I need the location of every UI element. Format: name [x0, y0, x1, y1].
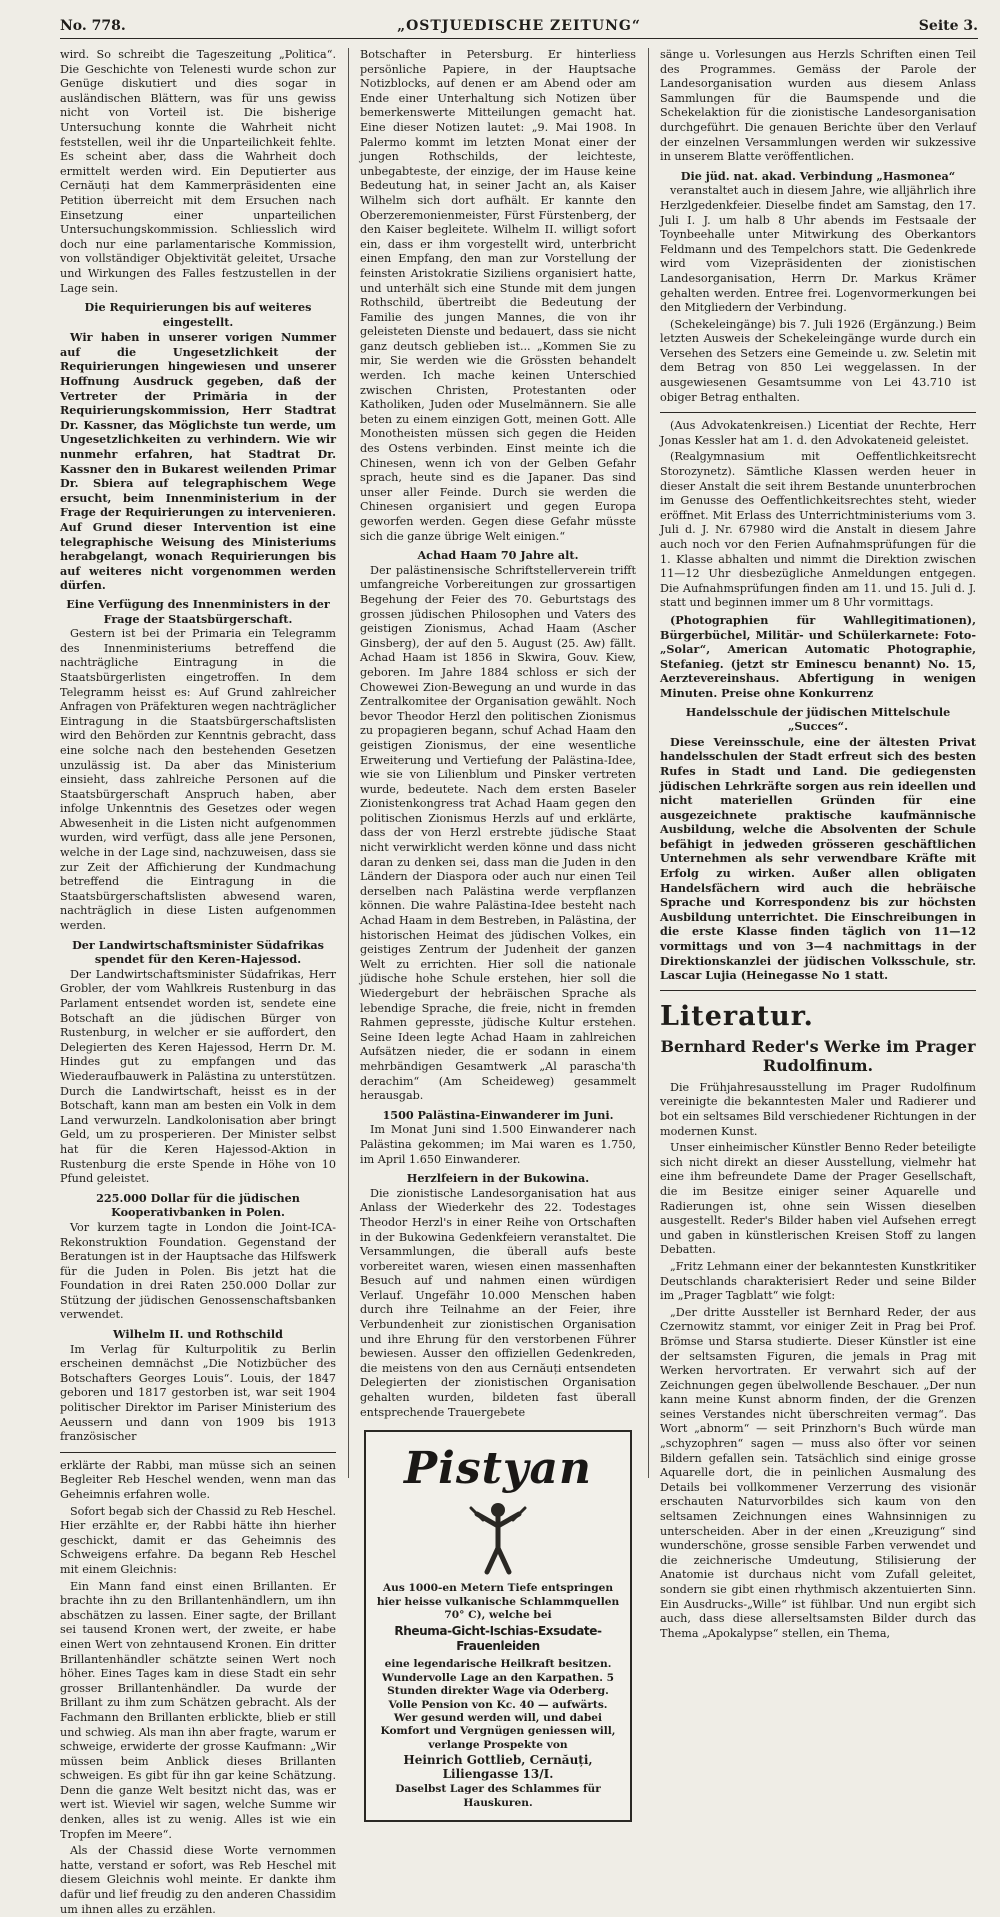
article-herzlfeiern-text: Die zionistische Landesorganisation hat aus Anlass der Wiederkehr des 22. Todestages Theodor Herzl's in einer Reihe von Ortschaften in der Bukowina Gedenkfeiern veranstaltet. Die Versammlungen, die überall aufs beste vorbereitet waren, wiesen einen massenhaften Besuch auf und nahmen einen würdigen Verlauf. Ungefähr 10.000 Menschen haben durch ihre Teilnahme an der Feier, ihre Verbundenheit zur zionistischen Organisation und ihre Ehrung für den verstorbenen Führer bewiesen. Ausser den offiziellen Gedenkreden, die meistens von den aus Cernăuți entsendeten Delegierten der zionistischen Organisation gehalten wurden, bildeten fast überall entsprechende Trauergebete — [360, 1186, 636, 1419]
section-divider — [660, 990, 976, 991]
article-rothschild-continued: Botschafter in Petersburg. Er hinterliess persönliche Papiere, in der Hauptsache Notizblocks, auf denen er am Abend oder am Ende einer Unterhaltung sich Notizen über bemerkenswerte Mitteilungen gemacht hat. Eine dieser Notizen lautet: „9. Mai 1908. In Palermo kommt im letzten Monat einer der jungen Rothschilds, der leichteste, unbegabteste, der einzige, der im Hause keine Bedeutung hat, in seiner Jacht an, als Kaiser Wilhelm sich dort aufhält. Er kannte den Oberzeremonienmeister, Fürst Fürstenberg, der den Kaiser begleitete. Wilhelm II. willigt sofort ein, dass er ihm vorgestellt wird, unterbricht einen Empfang, den man zur Vorstellung der feinsten Aristokratie Siziliens organisiert hatte, und unterhält sich eine Stunde mit dem jungen Rothschild, übertreibt die Bedeutung der Familie des jungen Mannes, die von ihr geleisteten Dienste und bedauert, dass sie nicht ganz deutsch geblieben ist... „Kommen Sie zu mir, Sie werden wie die Grössten behandelt werden. Ich mache keinen Unterschied zwischen Christen, Protestanten oder Katholiken, Juden oder Muselmännern. Sie alle beten zu einem einzigen Gott, meinen Gott. Alle Monotheisten müssen sich gegen die Heiden des Ostens verbinden. Einst meinte ich die Chinesen, wenn ich von der Gelben Gefahr sprach, heute sind es die Japaner. Das sind unser aller Feinde. Durch sie werden die Chinesen organisiert und gegen Europa geworfen werden. Gegen diese Gefahr müsste sich die ganze übrige Welt einigen.“ — [360, 48, 636, 543]
notice-realgymnasium: (Realgymnasium mit Oeffentlichkeitsrecht Storozynetz). Sämtliche Klassen werden heuer in dieser Anstalt die seit ihrem Bestande ununterbrochen im Genusse des Oeffentlichkeitsrechtes steht, wieder eröffnet. Mit Erlass des Unterrichtministeriums vom 3. Juli d. J. Nr. 67980 wird die Anstalt in diesem Jahre auch noch vor den Ferien Aufnahmsprüfungen für die 1. Klasse abhalten und nimmt die Direktion zwischen 11—12 Uhr diesbezügliche Anmeldungen entgegen. Die Aufnahmsprüfungen finden am 11. und 15. Juli d. J. statt und beginnen immer um 8 Uhr vormittags. — [660, 450, 976, 610]
issue-number: No. 778. — [60, 18, 126, 34]
article-heading-kooperativbanken: 225.000 Dollar für die jüdischen Kooperativbanken in Polen. — [96, 1190, 300, 1220]
masthead-title: „OSTJUEDISCHE ZEITUNG“ — [397, 18, 641, 34]
article-requirierungen-text: Wir haben in unserer vorigen Nummer auf die Ungesetzlichkeit der Requirierungen hingewiesen und unserer Hoffnung Ausdruck gegeben, daß der Vertreter der Primăria in der Requirierungskommission, Herr Stadtrat Dr. Kassner, das Möglichste tun werde, um Ungesetzlichkeiten zu verhindern. Wie wir nunmehr erfahren, hat Stadtrat Dr. Kassner den in Bukarest weilenden Primar Dr. Sbiera auf telegraphischem Wege ersucht, beim Innenministerium in der Frage der Requirierungen zu intervenieren. Auf Grund dieser Intervention ist eine telegraphische Weisung des Ministeriums herabgelangt, wonach Requirierungen bis auf weiteres nicht vorgenommen werden dürfen. — [60, 330, 336, 593]
literatur-text-1: Die Frühjahresausstellung im Prager Rudolfinum vereinigte die bekanntesten Maler und Radierer und bot ein seltsames Bild verschiedener Richtungen in der modernen Kunst. — [660, 1080, 976, 1138]
article-wilhelm-rothschild-text: Im Verlag für Kulturpolitik zu Berlin erscheinen demnächst „Die Notizbücher des Botschafters Georges Louis“. Louis, der 1847 geboren und 1817 gestorben ist, war seit 1904 politischer Direktor im Pariser Ministerium des Aeussern und dann von 1909 bis 1913 französischer — [60, 1342, 336, 1444]
page-number: Seite 3. — [918, 18, 978, 34]
column-3 — [660, 48, 976, 1640]
article-herzlfeiern-continued: sänge u. Vorlesungen aus Herzls Schriften einen Teil des Programmes. Gemäss der Parole der Landesorganisation wurden aus diesem Anlass Sammlungen für die Baumspende und die Schekelaktion für die zionistische Landesorganisation durchgeführt. Die genauen Berichte über den Verlauf der einzelnen Versammlungen werden wir sukzessive in unserem Blatte veröffentlichen. — [660, 48, 976, 164]
column-rule-1 — [348, 48, 349, 1478]
article-telenesti-text: wird. So schreibt die Tageszeitung „Politica“. Die Geschichte von Telenesti wurde schon zur Genüge diskutiert und dies sogar in ausländischen Blättern, was für uns gewiss nicht von Vorteil ist. Die bisherige Untersuchung konnte die Wahrheit nicht feststellen, weil ihr die Unparteilichkeit fehlte. Es scheint aber, dass die Wahrheit doch ermittelt werden wird. Ein Deputierter aus Cernăuți hat dem Kammerpräsidenten eine Petition überreicht mit dem Ersuchen nach Einsetzung einer unparteilichen Untersuchungskommission. Schliesslich wird doch nur eine parlamentarische Kommission, von vollständiger Objektivität geleitet, Ursache und Wirkungen des Falles festzustellen in der Lage sein. — [60, 48, 336, 295]
section-divider — [60, 1452, 336, 1453]
article-kooperativbanken-text: Vor kurzem tagte in London die Joint-ICA-Rekonstruktion Foundation. Gegenstand der Beratungen ist in der Hauptsache das Hilfswerk für die Juden in Polen. Bis jetzt hat die Foundation in drei Raten 250.000 Dollar zur Stützung der jüdischen Genossenschaftsbanken verwendet. — [60, 1220, 336, 1322]
literatur-section-title: Literatur. — [660, 1000, 814, 1032]
article-handelsschule-text: Diese Vereinsschule, eine der ältesten Privat handelsschulen der Stadt erfreut sich des besten Rufes in Stadt und Land. Die gediegensten jüdischen Lehrkräfte sorgen aus rein ideellen und nicht materiellen Gründen für eine ausgezeichnete praktische kaufmännische Ausbildung, welche die Absolventen der Schule befähigt in jedweden grösseren geschäftlichen Unternehmen als sehr verwendbare Kräfte mit Erfolg zu wirken. Außer allen obligaten Handelsfächern wird auch die hebräische Sprache und Korrespondenz bis zur höchsten Ausbildung unterrichtet. Die Einschreibungen in die erste Klasse finden täglich von 11—12 vormittags und von 3—4 nachmittags in der Direktionskanzlei der jüdischen Volksschule, str. Lascar Lujia (Heinegasse No 1 statt. — [660, 734, 976, 983]
article-hasmonea-text: veranstaltet auch in diesem Jahre, wie alljährlich ihre Herzlgedenkfeier. Dieselbe findet am Samstag, den 17. Juli I. J. um halb 8 Uhr abends im Festsaale der Toynbeehalle unter Mitwirkung des Oberkantors Feldmann und des Tempelchors statt. Die Gedenkrede wird vom Vizepräsidenten der zionistischen Landesorganisation, Herrn Dr. Markus Krämer gehalten werden. Entree frei. Logenvormerkungen bei den Mitgliedern der Verbindung. — [660, 184, 976, 315]
notice-schekeleingaenge: (Schekeleingänge) bis 7. Juli 1926 (Ergänzung.) Beim letzten Ausweis der Schekeleingänge wurde durch ein Versehen des Setzers eine Gemeinde u. zw. Seletin mit dem Betrag von 850 Lei weggelassen. In der ausgewiesenen Gesamtsumme von Lei 43.710 ist obiger Betrag enthalten. — [660, 317, 976, 404]
article-heading-achad-haam: Achad Haam 70 Jahre alt. — [417, 548, 579, 563]
literatur-text-2: Unser einheimischer Künstler Benno Reder beteiligte sich nicht direkt an dieser Ausstellung, vielmehr hat eine ihm befreundete Dame der Prager Gesellschaft, die im Besitze einiger seiner Aquarelle und Radierungen ist, ohne sein Wissen dieselben ausgestellt. Reder's Bilder haben viel Aufsehen erregt und gaben in künstlerischen Kreisen Stoff zu langen Debatten. — [660, 1141, 976, 1257]
ad-body-text: eine legendarische Heilkraft besitzen. Wundervolle Lage an den Karpathen. 5 Stunden direkter Wage via Oderberg. Volle Pension von Kc. 40 — aufwärts. Wer gesund werden will, und dabei Komfort und Vergnügen geniessen will, verlange Prospekte von — [380, 1658, 616, 1751]
notice-photographien: (Photographien für Wahllegitimationen), Bürgerbüchel, Militär- und Schülerkarnete: Foto-„Solar“, American Automatic Photographie, Stefanieg. (jetzt str Eminescu benannt) No. 15, Aerztevereinshaus. Abfertigung in wenigen Minuten. Preise ohne Konkurrenz — [660, 612, 976, 700]
article-heading-einwanderer: 1500 Palästina-Einwanderer im Juni. — [382, 1107, 614, 1122]
article-achad-haam-text: Der palästinensische Schriftstellerverein trifft umfangreiche Vorbereitungen zur grossartigen Begehung der Feier des 70. Geburtstags des grossen jüdischen Philosophen und Vaters des geistigen Zionismus, Achad Haam (Ascher Ginsberg), der auf den 5. August (25. Aw) fällt. Achad Haam ist 1856 in Skwira, Gouv. Kiew, geboren. Im Jahre 1884 schloss er sich der Chowewei Zion-Bewegung an und wurde in das Zentralkomitee der Organisation gewählt. Noch bevor Theodor Herzl den politischen Zionismus zu propagieren begann, schuf Achad Haam den geistigen Zionismus, der eine wesentliche Erweiterung und Vertiefung der Palästina-Idee, wie sie von Lilienblum und Pinsker vertreten wurde, bedeutete. Nach dem ersten Baseler Zionistenkongress trat Achad Haam gegen den politischen Zionismus Herzls auf und erklärte, dass der von Herzl erstrebte jüdische Staat nicht verwirklicht werden könne und dass nicht daran zu denken sei, dass man die Juden in den Ländern der Diaspora oder auch nur einen Teil derselben nach Palästina werde verpflanzen können. Die wahre Palästina-Idee besteht nach Achad Haam in dem Bestreben, in Palästina, der historischen Heimat des jüdischen Volkes, ein geistiges Zentrum der Judenheit der ganzen Welt zu errichten. Hier soll die nationale jüdische hohe Schule erstehen, hier soll die Wiedergeburt der hebräischen Sprache als lebendige Sprache, die freie, nicht in fremden Rahmen gepresste, jüdische Kultur erstehen. Seine Ideen legte Achad Haam in zahlreichen Aufsätzen nieder, die er sodann in einem mehrbändigen Gesamtwerk „Al parascha'th derachim“ (Am Scheideweg) gesammelt herausgab. — [360, 563, 636, 1103]
ad-contact-text: Heinrich Gottlieb, Cernăuți, Liliengasse 13/I. — [403, 1753, 593, 1781]
story-chassid-text-4: Als der Chassid diese Worte vernommen hatte, verstand er sofort, was Reb Heschel mit diesem Gleichnis wohl meinte. Er dankte ihm dafür und lief freudig zu den anderen Chassidim um ihnen alles zu erzählen. — [60, 1844, 336, 1916]
literatur-article-title: Bernhard Reder's Werke im Prager Rudolfinum. — [660, 1036, 976, 1075]
section-divider — [660, 412, 976, 413]
column-rule-2 — [648, 48, 649, 1478]
man-breaking-crutch-icon — [463, 1500, 533, 1578]
article-heading-landwirtschaftsminister: Der Landwirtschaftsminister Südafrikas spendet für den Keren-Hajessod. — [72, 937, 324, 967]
story-chassid-text-2: Sofort begab sich der Chassid zu Reb Heschel. Hier erzählte er, der Rabbi hätte ihn hierher geschickt, damit er das Geheimnis des Schweigens erfahre. Da begann Reb Heschel mit einem Gleichnis: — [60, 1504, 337, 1576]
article-heading-handelsschule: Handelsschule der jüdischen Mittelschule „Succes“. — [685, 704, 951, 734]
article-einwanderer-text: Im Monat Juni sind 1.500 Einwanderer nach Palästina gekommen; im Mai waren es 1.750, im April 1.650 Einwanderer. — [360, 1123, 636, 1166]
pistyan-logo: Pistyan — [404, 1443, 592, 1495]
notice-advokatenkreisen: (Aus Advokatenkreisen.) Licentiat der Rechte, Herr Jonas Kessler hat am 1. d. den Advokateneid geleistet. — [660, 419, 976, 447]
advertisement-pistyan — [364, 1430, 632, 1822]
ad-ailments-banner: Rheuma-Gicht-Ischias-Exsudate-Frauenleiden — [394, 1624, 602, 1654]
article-heading-requirierungen: Die Requirierungen bis auf weiteres eingestellt. — [84, 300, 312, 329]
story-chassid-text-1: erklärte der Rabbi, man müsse sich an seinen Begleiter Reb Heschel wenden, wenn man das Geheimnis erfahren wolle. — [60, 1458, 336, 1501]
ad-intro-text: Aus 1000-en Metern Tiefe entspringen hier heisse vulkanische Schlammquellen 70° C), welche bei — [376, 1582, 620, 1622]
article-heading-staatsbuergerschaft: Eine Verfügung des Innenministers in der Frage der Staatsbürgerschaft. — [66, 596, 330, 626]
running-head — [60, 16, 978, 39]
article-heading-herzlfeiern: Herzlfeiern in der Bukowina. — [406, 1171, 590, 1186]
article-landwirtschaftsminister-text: Der Landwirtschaftsminister Südafrikas, Herr Grobler, der vom Wahlkreis Rustenburg in das Parlament entsendet worden ist, sendete eine Botschaft an die jüdischen Bürger von Rustenburg, in welcher er sie auffordert, den Delegierten des Keren Hajessod, Herrn Dr. M. Hindes gut zu empfangen und das Wiederaufbauwerk in Palästina zu unterstützen. Durch die Landwirtschaft, heisst es in der Botschaft, kann man am besten ein Volk in dem Land verwurzeln. Landkolonisation aber bringt Geld, um zu prosperieren. Der Minister selbst hat für die Keren Hajessod-Aktion in Rustenburg die erste Spende in Höhe von 10 Pfund geleistet. — [60, 967, 336, 1186]
article-staatsbuergerschaft-text: Gestern ist bei der Primaria ein Telegramm des Innenministeriums betreffend die nachträgliche Eintragung in die Staatsbürgerlisten eingetroffen. In dem Telegramm heisst es: Auf Grund zahlreicher Anfragen von Präfekturen wegen nachträglicher Eintragung in die Staatsbürgerschaftslisten wird den Behörden zur Kenntnis gebracht, dass eine solche nach den bestehenden Gesetzen unzulässig ist. Da aber das Ministerium einsieht, dass zahlreiche Personen auf die Staatsbürgerschaft Anspruch haben, aber infolge Unkenntnis des Gesetzes oder wegen Abwesenheit in die Listen nicht aufgenommen wurden, wird verfügt, dass alle jene Personen, welche in der Lage sind, nachzuweisen, dass sie zur Zeit der Affichierung der Kundmachung betreffend die Eintragung in die Staatsbürgerschaftslisten abwesend waren, nachträglich in diese Listen aufgenommen werden. — [60, 627, 336, 933]
literatur-text-4: „Der dritte Aussteller ist Bernhard Reder, der aus Czernowitz stammt, vor einiger Zeit in Prag bei Prof. Brömse und Starsa studierte. Dieser Künstler ist eine der seltsamsten Figuren, die jemals in Prag mit Werken hervortraten. Er verwahrt sich auf der Zeichnungen gegen übelwollende Beschauer. „Der nun kann meine Kunst abnorm finden, der die Grenzen seines Verstandes nicht überschreiten vermag“. Das Wort „abnorm“ — seit Prinzhorn's Buch würde man „schyzophren“ sagen — muss also öfter vor seinen Bildern gefallen sein. Tatsächlich sind einige grosse Aquarelle dort, die in peinlichen Ausmalung des Details bei vollkommener Verzerrung des visionär erschauten Naturvorbildes sich kaum von den seltsamen Zeichnungen eines Wahnsinnigen zu unterscheiden. Aber in der einen „Kreuzigung“ sind wunderschöne, grosse sensible Farben verwendet und die zeichnerische Umdeutung, Stilisierung der Anatomie ist durchaus nicht vom Zufall geleitet, sondern sie gibt einen rhythmisch akzentuierten Sinn. Ein Ausdrucks-„Wille“ ist fühlbar. Und nun ergibt sich auch, dass diese allerseltsamsten Bilder durch das Thema „Apokalypse“ stellen, ein Thema, — [660, 1305, 976, 1640]
column-1 — [60, 48, 337, 1916]
story-chassid-text-3: Ein Mann fand einst einen Brillanten. Er brachte ihn zu den Brillantenhändlern, um ihn abschätzen zu lassen. Einer sagte, der Brillant sei tausend Kronen wert, der zweite, er habe einen Wert von zehntausend Kronen. Ein dritter Brillantenhändler schätzte seinen Wert noch höher. Eines Tages kam in diese Stadt ein sehr grosser Brillantenhändler. Da wurde der Brillant zu ihm zum Schätzen gebracht. Als der Fachmann den Brillanten erblickte, blieb er still und schwieg. Als man ihn aber fragte, warum er schweige, erwiderte der grosse Kaufmann: „Wir müssen beim Anblick dieses Brillanten schweigen. Es gibt für ihn gar keine Schätzung. Denn die ganze Welt besitzt nicht das, was er wert ist. Wieviel wir sagen, welche Summe wir denken, alles ist zu wenig. Alles ist wie ein Tropfen im Meere“. — [60, 1579, 336, 1841]
column-2 — [360, 48, 636, 1809]
ad-storage-text: Daselbst Lager des Schlammes für Hauskuren. — [395, 1783, 601, 1809]
article-heading-hasmonea: Die jüd. nat. akad. Verbindung „Hasmonea“ — [680, 168, 956, 183]
article-heading-wilhelm-rothschild: Wilhelm II. und Rothschild — [113, 1327, 283, 1342]
literatur-text-3: „Fritz Lehmann einer der bekanntesten Kunstkritiker Deutschlands charakterisiert Reder und seine Bilder im „Prager Tagblatt“ wie folgt: — [660, 1259, 976, 1303]
